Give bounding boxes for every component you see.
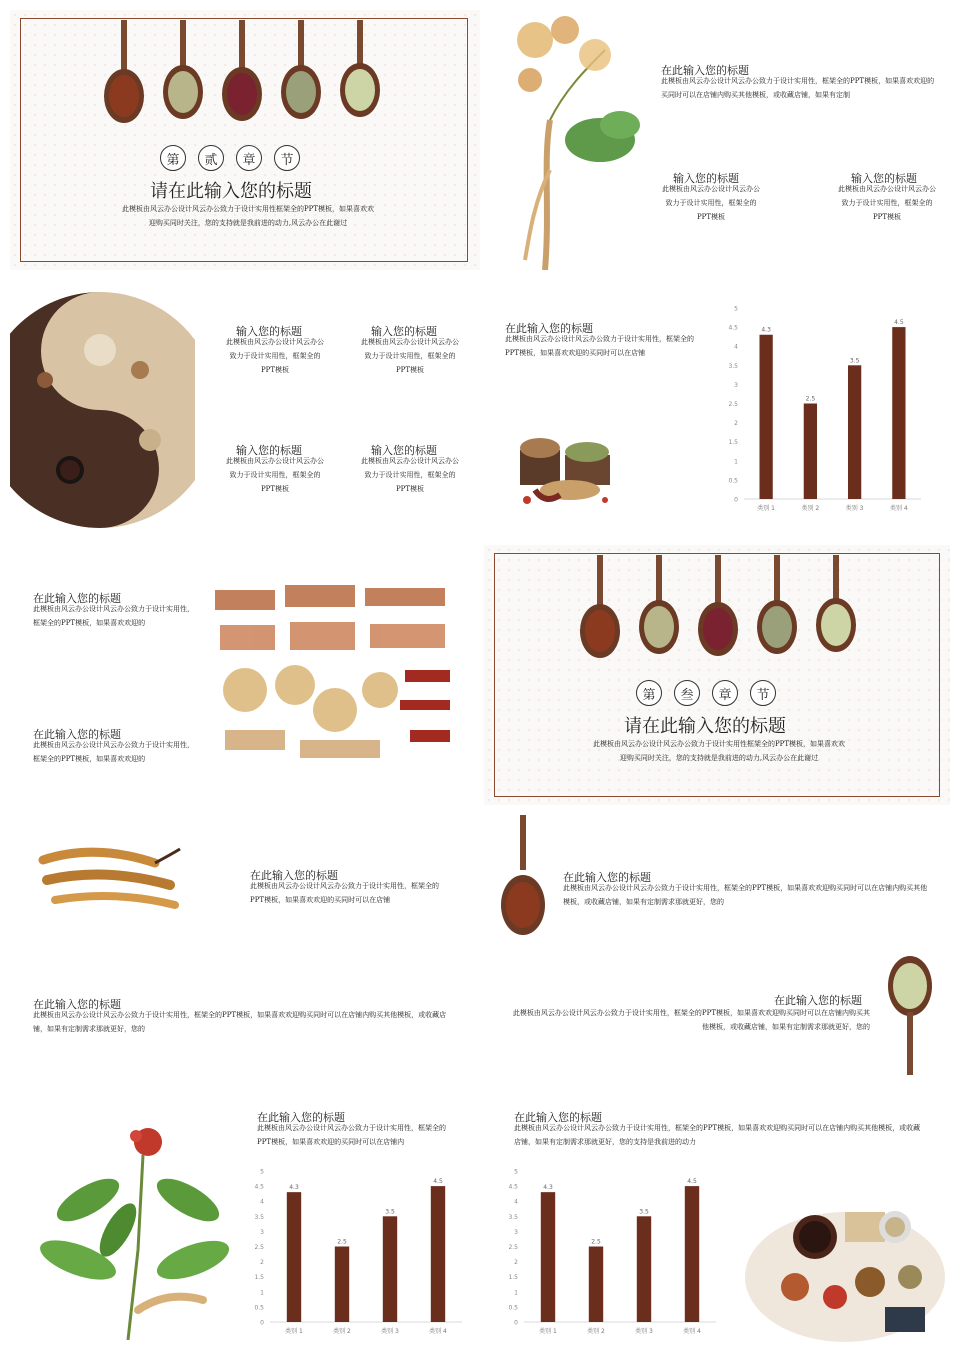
bar [541,1192,555,1322]
bar [431,1186,445,1322]
slide-yinyang-herbs [10,280,480,540]
x-tick-label: 类别 3 [635,1328,653,1335]
y-tick-label: 5 [514,1168,518,1176]
slide-herb-grid [10,550,480,805]
slide-chart-1 [490,280,950,540]
item-body: 此模板由风云办公设计风云办公致力于设计实用性，框架全的PPT模板 [838,185,936,221]
spoon-image [498,815,548,940]
slide-ginseng-chart [10,1085,480,1347]
section-body: 此模板由风云办公设计风云办公致力于设计实用性，框架全的PPT模板，如果喜欢欢迎的买同时可以在店铺内购买其他模板，或收藏店铺，如果有定制 [661,77,935,99]
y-tick-label: 2.5 [508,1244,518,1251]
slide-single-spoon [490,815,950,940]
section-body: 此模板由风云办公设计风云办公致力于设计实用性，框架全的PPT模板，如果喜欢欢迎的 [33,741,194,763]
item-body: 此模板由风云办公设计风云办公致力于设计实用性，框架全的PPT模板 [361,338,459,374]
y-tick-label: 3 [260,1228,264,1236]
spoon-4 [281,20,321,119]
yinyang-herbs-image [10,290,195,530]
slide-body [556,737,882,765]
spoon-row-image [576,555,866,665]
bar-chart [722,302,927,517]
y-tick-label: 1 [734,458,738,466]
x-tick-label: 类别 2 [333,1328,351,1335]
chapter-char: 节 [274,145,300,171]
bar [804,404,817,500]
item-body: 此模板由风云办公设计风云办公致力于设计实用性，框架全的PPT模板 [226,457,324,493]
herb-grid-image [205,580,460,770]
body-line: 此模板由风云办公设计风云办公致力于设计实用性框架全的PPT模板，如果喜欢欢 [121,205,375,213]
section-title: 在此输入您的标题 [250,869,338,882]
y-tick-label: 1 [514,1289,518,1297]
data-label: 4.5 [433,1178,443,1186]
y-tick-label: 2 [260,1259,264,1267]
spoon-5 [816,555,856,652]
herb-plant-image [505,10,650,270]
y-tick-label: 1.5 [254,1274,264,1282]
y-tick-label: 3.5 [728,362,738,370]
section-body: 此模板由风云办公设计风云办公致力于设计实用性，框架全的PPT模板，如果喜欢欢迎购买同时可以在店铺内购买其他模板，或收藏店铺，如果有定制需求那就更好，您的 [512,1009,870,1031]
chapter-char: 节 [750,680,776,706]
slide-herb-illustration [490,10,950,270]
slide-chart-herbs [490,1085,950,1347]
herb-bowl-image [735,1197,947,1343]
chapter-char: 第 [636,680,662,706]
y-tick-label: 2 [734,420,738,428]
bar [383,1216,397,1322]
data-label: 2.5 [337,1238,347,1246]
bar [848,365,861,499]
item-title: 输入您的标题 [371,325,437,338]
section-body: 此模板由风云办公设计风云办公致力于设计实用性，框架全的PPT模板，如果喜欢欢迎购买同时可以在店铺内购买其他模板，或收藏店铺，如果有定制需求那就更好，您的 [563,884,928,906]
section-title: 在此输入您的标题 [661,64,749,77]
chapter-char: 第 [160,145,186,171]
section-title: 在此输入您的标题 [33,728,121,741]
slide-cordyceps [10,815,480,940]
spoon-5 [340,20,380,117]
y-tick-label: 4.5 [508,1183,518,1191]
section-title: 在此输入您的标题 [33,592,121,605]
y-tick-label: 1.5 [508,1274,518,1282]
data-label: 4.3 [289,1184,299,1192]
spoon-row-image [100,20,390,130]
cordyceps-image [35,845,185,920]
item-title: 输入您的标题 [673,172,739,185]
x-tick-label: 类别 3 [381,1328,399,1335]
y-tick-label: 0.5 [728,477,738,485]
item-title: 输入您的标题 [236,444,302,457]
data-label: 4.3 [543,1184,553,1192]
bar-chart [502,1165,722,1340]
y-tick-label: 2.5 [728,401,738,408]
data-label: 3.5 [639,1208,649,1216]
section-body: 此模板由风云办公设计风云办公致力于设计实用性，框架全的PPT模板，如果喜欢欢迎购买同时可以在店铺内购买其他模板，或收藏店铺，如果有定制需求那就更好，您的支持是我前进的动力 [514,1124,921,1146]
section-title: 在此输入您的标题 [505,322,593,335]
herb-boxes-image [515,430,630,510]
x-tick-label: 类别 4 [890,505,908,512]
chapter-char: 章 [712,680,738,706]
bar [287,1192,301,1322]
y-tick-label: 5 [260,1168,264,1176]
spoon-3 [698,555,738,656]
y-tick-label: 4 [734,343,738,351]
spoon-image [885,952,935,1075]
x-tick-label: 类别 1 [285,1328,303,1335]
data-label: 2.5 [805,395,816,403]
x-tick-label: 类别 2 [801,505,820,512]
y-tick-label: 1.5 [728,439,738,447]
item-title: 输入您的标题 [371,444,437,457]
y-tick-label: 4 [260,1198,264,1206]
section-body: 此模板由风云办公设计风云办公致力于设计实用性，框架全的PPT模板，如果喜欢欢迎的买同时可以在店铺 [505,335,694,357]
y-tick-label: 0.5 [254,1304,264,1312]
y-tick-label: 1 [260,1289,264,1297]
y-tick-label: 0 [260,1319,264,1327]
y-tick-label: 5 [734,305,738,313]
item-body: 此模板由风云办公设计风云办公致力于设计实用性，框架全的PPT模板 [361,457,459,493]
slide-chapter-2 [10,10,480,270]
bar [637,1216,651,1322]
bar [892,327,905,499]
slide-spoon-right [490,950,950,1075]
x-tick-label: 类别 2 [587,1328,605,1335]
section-title: 在此输入您的标题 [774,994,862,1007]
y-tick-label: 3 [734,381,738,389]
bar-chart [248,1165,468,1340]
section-body: 此模板由风云办公设计风云办公致力于设计实用性，框架全的PPT模板，如果喜欢欢迎购买同时可以在店铺内购买其他模板，或收藏店铺，如果有定制需求那就更好，您的 [33,1011,447,1033]
item-body: 此模板由风云办公设计风云办公致力于设计实用性，框架全的PPT模板 [226,338,324,374]
data-label: 3.5 [849,357,860,365]
y-tick-label: 3.5 [254,1213,264,1221]
y-tick-label: 3 [514,1228,518,1236]
body-line: 迎购买同时关注，您的支持就是我前进的动力,风云办公在此谢过 [148,219,348,227]
chapter-circles [636,680,776,706]
data-label: 4.5 [894,319,904,327]
item-title: 输入您的标题 [851,172,917,185]
section-title: 在此输入您的标题 [257,1111,345,1124]
slide-title: 请在此输入您的标题 [624,716,786,737]
chapter-char: 叁 [674,680,700,706]
section-title: 在此输入您的标题 [33,998,121,1011]
data-label: 4.5 [687,1178,697,1186]
chapter-char: 章 [236,145,262,171]
item-title: 输入您的标题 [236,325,302,338]
slide-text-left [10,950,480,1075]
data-label: 4.3 [761,326,771,334]
data-label: 3.5 [385,1208,395,1216]
y-tick-label: 4 [514,1198,518,1206]
y-tick-label: 0.5 [508,1304,518,1312]
bar [685,1186,699,1322]
spoon-2 [163,20,203,119]
spoon-4 [757,555,797,654]
slide-title: 请在此输入您的标题 [150,181,312,202]
body-line: 此模板由风云办公设计风云办公致力于设计实用性框架全的PPT模板，如果喜欢欢 [592,740,846,748]
section-body: 此模板由风云办公设计风云办公致力于设计实用性，框架全的PPT模板，如果喜欢欢迎的 [33,605,194,627]
body-line: 迎购买同时关注，您的支持就是我前进的动力,风云办公在此谢过 [619,754,819,762]
ginseng-plant-image [18,1120,233,1345]
y-tick-label: 4.5 [254,1183,264,1191]
x-tick-label: 类别 1 [539,1328,557,1335]
section-body: 此模板由风云办公设计风云办公致力于设计实用性，框架全的PPT模板，如果喜欢欢迎的买同时可以在店铺 [250,882,439,904]
bar [335,1247,349,1323]
section-title: 在此输入您的标题 [514,1111,602,1124]
bar [759,335,772,499]
x-tick-label: 类别 4 [429,1328,447,1335]
section-title: 在此输入您的标题 [563,871,651,884]
y-tick-label: 0 [514,1319,518,1327]
slide-chapter-3 [484,545,950,805]
y-tick-label: 0 [734,496,738,504]
y-tick-label: 3.5 [508,1213,518,1221]
chapter-char: 贰 [198,145,224,171]
spoon-1 [580,555,620,658]
y-tick-label: 4.5 [728,324,738,332]
section-body: 此模板由风云办公设计风云办公致力于设计实用性，框架全的PPT模板，如果喜欢欢迎的买同时可以在店铺内 [257,1124,446,1146]
x-tick-label: 类别 4 [683,1328,701,1335]
bar [589,1247,603,1323]
y-tick-label: 2.5 [254,1244,264,1251]
chapter-circles [160,145,300,171]
y-tick-label: 2 [514,1259,518,1267]
spoon-3 [222,20,262,121]
x-tick-label: 类别 3 [845,505,864,512]
x-tick-label: 类别 1 [757,505,775,512]
spoon-1 [104,20,144,123]
slide-body [88,202,408,230]
data-label: 2.5 [591,1238,601,1246]
spoon-2 [639,555,679,654]
item-body: 此模板由风云办公设计风云办公致力于设计实用性，框架全的PPT模板 [662,185,760,221]
